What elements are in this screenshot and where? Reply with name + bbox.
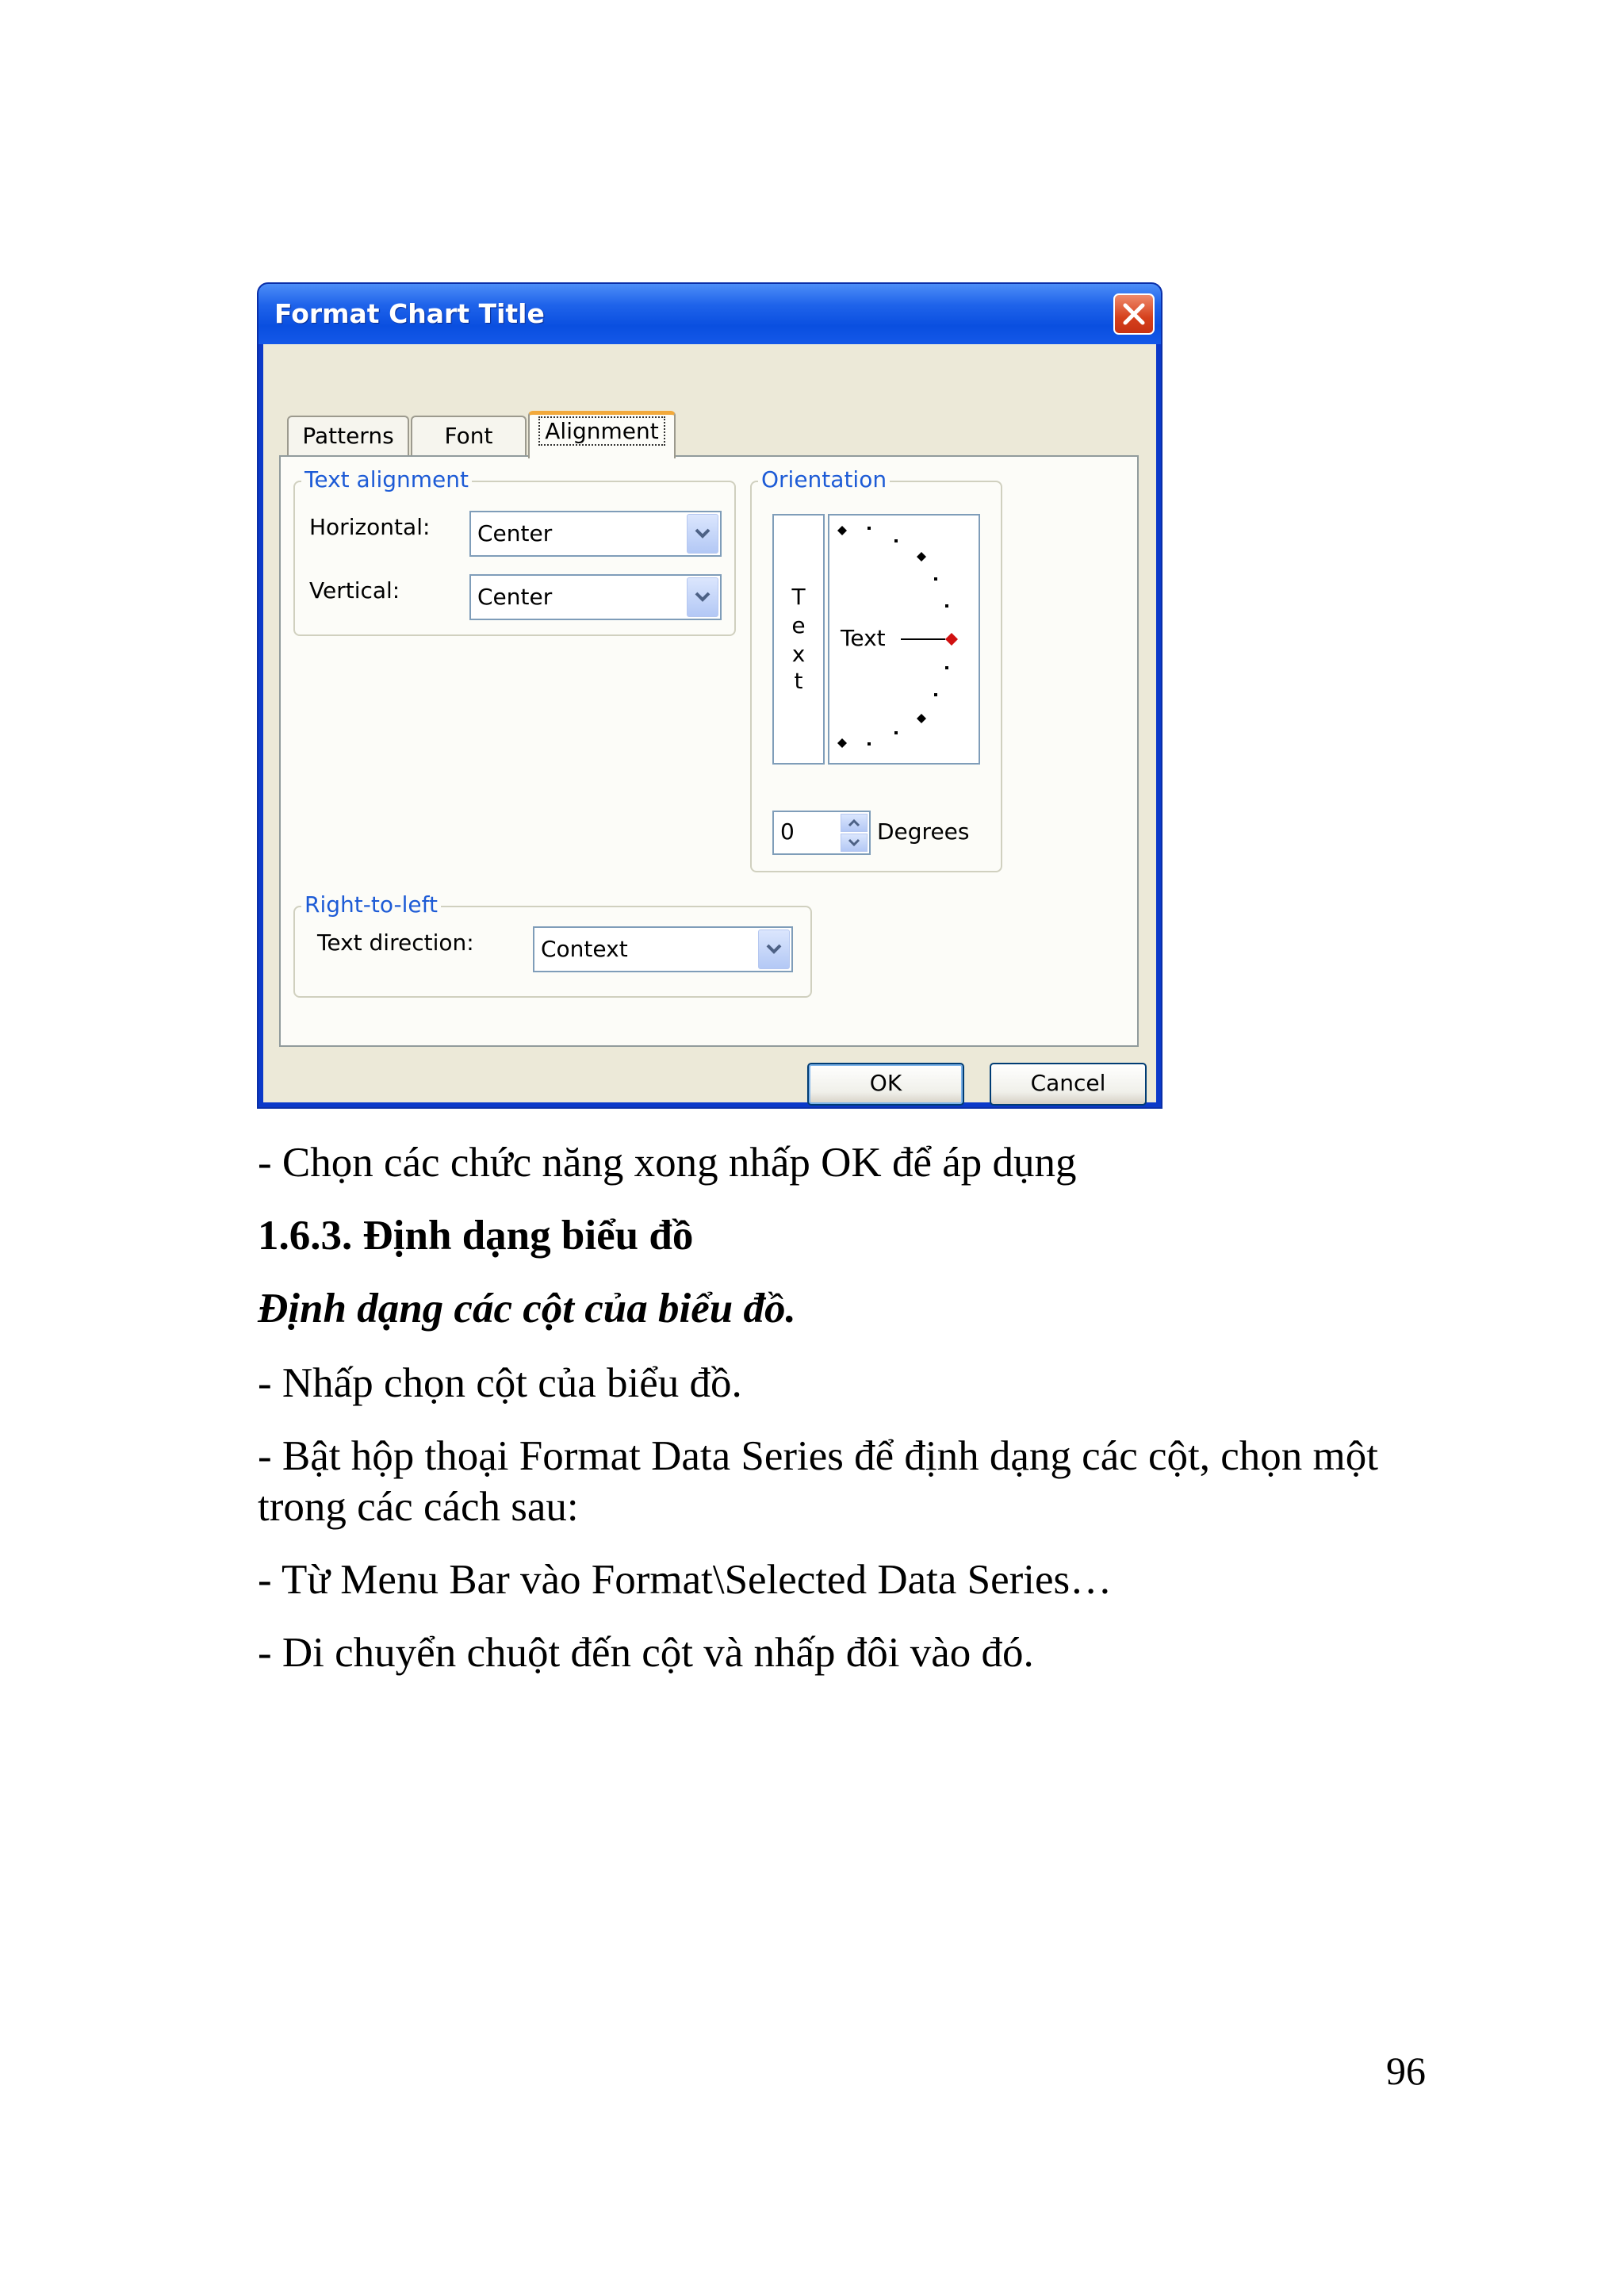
chevron-down-icon (695, 590, 710, 604)
horizontal-select[interactable] (469, 511, 722, 557)
cancel-button[interactable] (990, 1063, 1147, 1106)
section-heading: 1.6.3. Định dạng biểu đồ (258, 1213, 694, 1259)
vertical-letter: e (791, 612, 806, 638)
alignment-tab-panel (279, 455, 1139, 1047)
tab-font[interactable] (411, 416, 527, 457)
paragraph-select-column: - Nhấp chọn cột của biểu đồ. (258, 1360, 742, 1406)
paragraph-double-click: - Di chuyển chuột đến cột và nhấp đôi vào đó. (258, 1630, 1034, 1676)
chevron-down-icon (841, 834, 867, 851)
right-to-left-group (293, 891, 812, 998)
page-number: 96 (1386, 2049, 1426, 2093)
chevron-down-icon (766, 942, 782, 956)
orientation-legend: Orientation (758, 466, 890, 493)
subsection-heading: Định dạng các cột của biểu đồ. (258, 1286, 796, 1332)
text-alignment-legend: Text alignment (301, 466, 472, 493)
horizontal-label: Horizontal: (309, 514, 431, 540)
degrees-label: Degrees (877, 818, 970, 845)
vertical-letter: t (794, 668, 803, 694)
right-to-left-legend: Right-to-left (301, 891, 441, 918)
chevron-down-icon (695, 527, 710, 541)
orientation-dial-text: Text (841, 625, 886, 651)
text-direction-select[interactable] (533, 926, 793, 972)
vertical-letter: T (791, 584, 806, 610)
paragraph-open-dialog-cont: trong các cách sau: (258, 1484, 579, 1530)
tab-patterns-label: Patterns (302, 423, 394, 449)
text-direction-dropdown-button[interactable] (758, 930, 790, 969)
dialog-client-area (263, 344, 1156, 1102)
ok-button-label: OK (869, 1070, 902, 1096)
ok-button[interactable] (807, 1063, 964, 1106)
close-button[interactable] (1113, 293, 1155, 335)
vertical-letter: x (791, 641, 806, 667)
vertical-label: Vertical: (309, 577, 400, 604)
vertical-select[interactable] (469, 574, 722, 620)
degrees-value: 0 (780, 818, 795, 845)
paragraph-menu-bar: - Từ Menu Bar vào Format\Selected Data Series… (258, 1557, 1113, 1603)
cancel-button-label: Cancel (1030, 1070, 1106, 1096)
horizontal-dropdown-button[interactable] (687, 514, 718, 554)
paragraph-open-dialog: - Bật hộp thoại Format Data Series để định dạng các cột, chọn một (258, 1433, 1378, 1479)
title-bar[interactable] (259, 284, 1161, 344)
text-direction-value: Context (541, 936, 628, 962)
spin-down-button[interactable] (841, 834, 868, 852)
chevron-up-icon (841, 815, 867, 831)
vertical-value: Center (477, 584, 553, 610)
vertical-text-option[interactable] (772, 514, 825, 765)
text-direction-label: Text direction: (317, 930, 474, 956)
tab-font-label: Font (444, 423, 493, 449)
paragraph-apply: - Chọn các chức năng xong nhấp OK để áp dụng (258, 1140, 1077, 1186)
spin-up-button[interactable] (841, 814, 868, 832)
tab-alignment[interactable] (528, 411, 676, 458)
format-chart-title-dialog (257, 282, 1162, 1109)
text-alignment-group (293, 466, 736, 636)
degrees-spinner[interactable] (772, 811, 871, 855)
tab-alignment-label: Alignment (538, 416, 665, 446)
orientation-dial[interactable] (828, 514, 980, 765)
tab-patterns[interactable] (287, 416, 409, 457)
orientation-group (750, 466, 1002, 872)
close-icon (1122, 302, 1146, 326)
vertical-dropdown-button[interactable] (687, 577, 718, 617)
dialog-title: Format Chart Title (274, 298, 545, 329)
horizontal-value: Center (477, 520, 553, 546)
